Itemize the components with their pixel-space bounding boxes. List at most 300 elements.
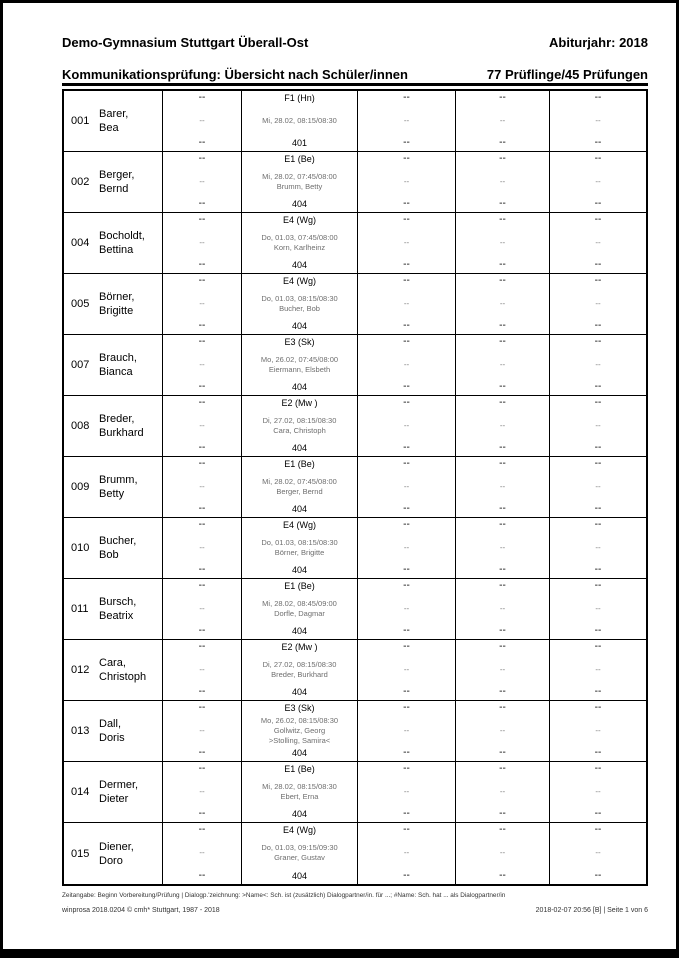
exam-slot-empty-4: [550, 579, 646, 639]
empty-marker: --: [199, 542, 205, 552]
student-cell: [64, 579, 163, 639]
empty-marker: --: [403, 153, 410, 164]
exam-subject: E4 (Wg): [282, 825, 316, 835]
student-name: [99, 840, 134, 868]
exam-slot-empty-1: [163, 213, 242, 273]
exam-room: 404: [291, 443, 308, 453]
exam-slot-empty-2: [358, 579, 456, 639]
empty-marker: --: [198, 824, 206, 835]
dialog-partner: Brumm, Betty: [276, 181, 323, 191]
student-firstname: Doro: [99, 854, 123, 867]
student-lastname: Brauch,: [99, 352, 137, 364]
empty-marker: --: [499, 702, 506, 713]
student-lastname: Cara,: [99, 657, 126, 669]
exam-subject: E3 (Sk): [284, 703, 315, 713]
empty-marker: --: [594, 519, 602, 530]
empty-marker: --: [198, 503, 206, 514]
table-row: [64, 274, 646, 335]
empty-marker: --: [403, 381, 410, 392]
exam-subject: E4 (Wg): [282, 276, 316, 286]
student-cell: [64, 640, 163, 700]
student-firstname: Doris: [99, 732, 125, 744]
exam-counts-label: 77 Prüflinge/45 Prüfungen: [486, 67, 648, 82]
empty-marker: --: [198, 747, 206, 758]
empty-marker: --: [403, 420, 410, 430]
student-cell: [64, 823, 163, 884]
dialog-partner: Bucher, Bob: [279, 303, 320, 313]
exam-details: [262, 782, 337, 802]
exam-datetime: Mi, 28.02, 08:45/09:00: [262, 598, 337, 608]
student-number: 005: [71, 298, 90, 310]
results-table: [62, 89, 648, 886]
dialog-partner: Eiermann, Elsbeth: [268, 364, 331, 374]
student-name: [99, 290, 134, 318]
report-title-row: [62, 67, 648, 82]
abitur-year-label: Abiturjahr: 2018: [549, 35, 648, 50]
table-row: [64, 396, 646, 457]
empty-marker: --: [499, 686, 506, 697]
empty-marker: --: [198, 275, 206, 286]
exam-room: 404: [291, 565, 308, 575]
empty-marker: --: [594, 564, 602, 575]
empty-marker: --: [595, 420, 601, 430]
exam-slot-empty-4: [550, 701, 646, 761]
exam-slot-empty-1: [163, 274, 242, 334]
exam-slot-empty-3: [456, 762, 550, 822]
dialog-partner: >Stolling, Samira<: [268, 735, 331, 745]
empty-marker: --: [499, 137, 506, 148]
empty-marker: --: [403, 686, 410, 697]
empty-marker: --: [198, 702, 206, 713]
empty-marker: --: [595, 481, 601, 491]
empty-marker: --: [403, 564, 410, 575]
exam-slot: [242, 91, 358, 151]
student-cell: [64, 91, 163, 151]
student-name: [99, 778, 138, 806]
exam-slot-empty-1: [163, 335, 242, 395]
exam-room: 404: [291, 626, 308, 636]
student-firstname: Bianca: [99, 366, 133, 378]
empty-marker: --: [403, 92, 410, 103]
exam-subject: E2 (Mw ): [281, 398, 318, 408]
exam-room: 404: [291, 321, 308, 331]
exam-details: [261, 716, 338, 746]
empty-marker: --: [594, 137, 602, 148]
empty-marker: --: [594, 824, 602, 835]
exam-slot-empty-3: [456, 274, 550, 334]
student-name: [99, 595, 136, 623]
legend-footnote: Zeitangabe: Beginn Vorbereitung/Prüfung | Dialogp.'zeichnung: >Name<: Sch. ist (zusätzlich) Dialogpartner/in. für ...; #Name: Sch. hat ... als Dialogpartner/in: [62, 892, 506, 899]
empty-marker: --: [499, 298, 506, 308]
empty-marker: --: [499, 176, 506, 186]
exam-slot: [242, 518, 358, 578]
empty-marker: --: [594, 580, 602, 591]
empty-marker: --: [199, 420, 205, 430]
student-number: 015: [71, 847, 90, 860]
student-lastname: Brumm,: [99, 474, 138, 486]
exam-slot-empty-4: [550, 640, 646, 700]
student-number: 004: [71, 237, 90, 249]
dialog-partner: Graner, Gustav: [274, 853, 325, 862]
empty-marker: --: [403, 786, 410, 796]
empty-marker: --: [198, 336, 206, 347]
exam-details: [261, 233, 337, 253]
exam-details: [261, 538, 337, 558]
exam-subject: E4 (Wg): [282, 215, 316, 225]
empty-marker: --: [499, 442, 506, 453]
exam-slot-empty-4: [550, 152, 646, 212]
exam-subject: E1 (Be): [284, 581, 315, 591]
empty-marker: --: [595, 359, 601, 369]
exam-slot-empty-1: [163, 396, 242, 456]
empty-marker: --: [403, 702, 410, 713]
empty-marker: --: [199, 603, 205, 613]
exam-datetime: Do, 01.03, 07:45/08:00: [261, 232, 338, 242]
empty-marker: --: [198, 580, 206, 591]
exam-room: 404: [291, 809, 308, 819]
empty-marker: --: [499, 725, 506, 735]
empty-marker: --: [499, 542, 506, 552]
exam-slot-empty-2: [358, 762, 456, 822]
empty-marker: --: [594, 458, 602, 469]
exam-room: 404: [291, 687, 308, 697]
exam-slot-empty-1: [163, 152, 242, 212]
empty-marker: --: [594, 808, 602, 819]
exam-datetime: Do, 01.03, 08:15/08:30: [261, 537, 338, 547]
empty-marker: --: [595, 664, 601, 674]
student-firstname: Brigitte: [99, 305, 134, 317]
empty-marker: --: [595, 237, 601, 247]
table-row: [64, 457, 646, 518]
empty-marker: --: [403, 664, 410, 674]
exam-datetime: Do, 01.03, 08:15/08:30: [261, 293, 338, 303]
student-firstname: Christoph: [99, 671, 147, 683]
empty-marker: --: [499, 275, 506, 286]
exam-room: 404: [291, 504, 308, 514]
student-firstname: Dieter: [99, 793, 129, 805]
exam-slot: [242, 396, 358, 456]
exam-slot-empty-1: [163, 457, 242, 517]
title-underline: [62, 83, 648, 86]
empty-marker: --: [403, 115, 410, 125]
dialog-partner: Ebert, Erna: [280, 791, 319, 801]
empty-marker: --: [499, 237, 506, 247]
exam-slot-empty-3: [456, 152, 550, 212]
empty-marker: --: [403, 359, 410, 369]
empty-marker: --: [403, 481, 410, 491]
student-firstname: Beatrix: [99, 610, 134, 622]
exam-slot-empty-3: [456, 640, 550, 700]
empty-marker: --: [198, 808, 206, 819]
exam-slot-empty-2: [358, 457, 456, 517]
exam-details: [263, 416, 337, 436]
empty-marker: --: [198, 259, 206, 270]
exam-slot-empty-4: [550, 213, 646, 273]
empty-marker: --: [403, 542, 410, 552]
empty-marker: --: [499, 747, 506, 758]
exam-details: [261, 843, 337, 863]
empty-marker: --: [499, 259, 506, 270]
student-name: [99, 717, 125, 745]
student-name: [99, 351, 137, 379]
table-row: [64, 823, 646, 884]
exam-slot: [242, 823, 358, 884]
exam-slot-empty-2: [358, 213, 456, 273]
empty-marker: --: [595, 603, 601, 613]
empty-marker: --: [403, 824, 410, 835]
student-number: 001: [71, 115, 90, 127]
empty-marker: --: [594, 259, 602, 270]
page-header: [62, 35, 648, 50]
empty-marker: --: [199, 786, 205, 796]
empty-marker: --: [595, 542, 601, 552]
exam-slot-empty-1: [163, 518, 242, 578]
empty-marker: --: [199, 359, 205, 369]
exam-slot: [242, 335, 358, 395]
empty-marker: --: [403, 725, 410, 735]
empty-marker: --: [403, 176, 410, 186]
student-number: 013: [71, 725, 90, 737]
empty-marker: --: [198, 320, 206, 331]
student-name: [99, 534, 136, 562]
student-cell: [64, 701, 163, 761]
student-lastname: Berger,: [99, 169, 135, 181]
student-cell: [64, 457, 163, 517]
table-row: [64, 640, 646, 701]
empty-marker: --: [403, 848, 410, 857]
exam-slot-empty-3: [456, 396, 550, 456]
exam-datetime: Mi, 28.02, 07:45/08:00: [262, 171, 337, 181]
empty-marker: --: [499, 381, 506, 392]
exam-slot-empty-2: [358, 396, 456, 456]
student-lastname: Bucher,: [99, 535, 137, 547]
empty-marker: --: [198, 625, 206, 636]
table-row: [64, 579, 646, 640]
empty-marker: --: [594, 641, 602, 652]
dialog-partner: Berger, Bernd: [276, 486, 323, 496]
exam-datetime: Do, 01.03, 09:15/09:30: [261, 843, 338, 852]
student-firstname: Bea: [99, 122, 119, 134]
empty-marker: --: [199, 725, 205, 735]
empty-marker: --: [594, 503, 602, 514]
exam-datetime: Mi, 28.02, 08:15/08:30: [262, 115, 337, 125]
exam-slot-empty-4: [550, 457, 646, 517]
exam-slot-empty-1: [163, 823, 242, 884]
student-firstname: Bernd: [99, 183, 129, 195]
exam-datetime: Di, 27.02, 08:15/08:30: [262, 415, 337, 425]
empty-marker: --: [499, 214, 506, 225]
empty-marker: --: [403, 275, 410, 286]
exam-slot-empty-3: [456, 579, 550, 639]
student-cell: [64, 762, 163, 822]
exam-slot: [242, 457, 358, 517]
empty-marker: --: [198, 686, 206, 697]
student-lastname: Dall,: [99, 718, 122, 730]
empty-marker: --: [499, 625, 506, 636]
exam-subject: E4 (Wg): [282, 520, 316, 530]
exam-slot-empty-2: [358, 335, 456, 395]
empty-marker: --: [403, 603, 410, 613]
exam-room: 404: [291, 199, 308, 209]
exam-details: [262, 477, 337, 497]
timestamp-page-label: 2018-02-07 20:56 [B] | Seite 1 von 6: [535, 907, 648, 914]
empty-marker: --: [198, 214, 206, 225]
exam-slot-empty-3: [456, 335, 550, 395]
empty-marker: --: [594, 747, 602, 758]
student-name: [99, 473, 138, 501]
empty-marker: --: [594, 702, 602, 713]
exam-slot: [242, 640, 358, 700]
empty-marker: --: [199, 481, 205, 491]
exam-subject: E1 (Be): [284, 764, 315, 774]
table-row: [64, 152, 646, 213]
empty-marker: --: [499, 336, 506, 347]
exam-subject: F1 (Hn): [284, 93, 315, 103]
empty-marker: --: [595, 786, 601, 796]
empty-marker: --: [198, 137, 206, 148]
student-cell: [64, 335, 163, 395]
empty-marker: --: [403, 870, 410, 881]
student-lastname: Barer,: [99, 108, 129, 120]
empty-marker: --: [594, 763, 602, 774]
empty-marker: --: [499, 420, 506, 430]
exam-slot-empty-4: [550, 823, 646, 884]
empty-marker: --: [403, 458, 410, 469]
exam-datetime: Mo, 26.02, 08:15/08:30: [260, 715, 339, 725]
exam-slot-empty-4: [550, 335, 646, 395]
empty-marker: --: [499, 848, 506, 857]
student-firstname: Betty: [99, 488, 125, 500]
empty-marker: --: [594, 442, 602, 453]
empty-marker: --: [403, 198, 410, 209]
student-name: [99, 229, 145, 257]
empty-marker: --: [499, 397, 506, 408]
student-cell: [64, 213, 163, 273]
empty-marker: --: [403, 336, 410, 347]
student-number: 010: [71, 542, 90, 554]
student-name: [99, 412, 144, 440]
empty-marker: --: [403, 397, 410, 408]
exam-room: 401: [291, 138, 308, 148]
empty-marker: --: [403, 519, 410, 530]
empty-marker: --: [499, 786, 506, 796]
exam-slot: [242, 274, 358, 334]
empty-marker: --: [499, 519, 506, 530]
empty-marker: --: [403, 298, 410, 308]
exam-slot-empty-3: [456, 457, 550, 517]
empty-marker: --: [499, 564, 506, 575]
exam-slot-empty-2: [358, 823, 456, 884]
student-lastname: Bursch,: [99, 596, 137, 608]
empty-marker: --: [499, 153, 506, 164]
exam-datetime: Mo, 26.02, 07:45/08:00: [260, 354, 339, 364]
exam-datetime: Mi, 28.02, 07:45/08:00: [262, 476, 337, 486]
empty-marker: --: [499, 664, 506, 674]
exam-datetime: Mi, 28.02, 08:15/08:30: [262, 781, 337, 791]
student-name: [99, 656, 146, 684]
empty-marker: --: [198, 564, 206, 575]
exam-slot-empty-3: [456, 823, 550, 884]
empty-marker: --: [403, 503, 410, 514]
empty-marker: --: [594, 397, 602, 408]
report-title: Kommunikationsprüfung: Übersicht nach Schüler/innen: [62, 67, 408, 82]
exam-subject: E2 (Mw ): [281, 642, 318, 652]
exam-slot-empty-4: [550, 518, 646, 578]
exam-datetime: Di, 27.02, 08:15/08:30: [262, 659, 337, 669]
empty-marker: --: [403, 320, 410, 331]
table-row: [64, 335, 646, 396]
exam-details: [262, 599, 337, 619]
exam-slot-empty-1: [163, 701, 242, 761]
empty-marker: --: [198, 153, 206, 164]
student-number: 008: [71, 420, 90, 432]
exam-slot-empty-4: [550, 274, 646, 334]
empty-marker: --: [499, 808, 506, 819]
empty-marker: --: [199, 664, 205, 674]
empty-marker: --: [594, 320, 602, 331]
empty-marker: --: [595, 176, 601, 186]
student-lastname: Breder,: [99, 413, 135, 425]
student-cell: [64, 396, 163, 456]
dialog-partner: Börner, Brigitte: [274, 547, 325, 557]
empty-marker: --: [403, 625, 410, 636]
empty-marker: --: [594, 198, 602, 209]
student-number: 009: [71, 481, 90, 493]
student-number: 012: [71, 664, 90, 676]
dialog-partner: Gollwitz, Georg: [273, 725, 326, 735]
empty-marker: --: [198, 519, 206, 530]
exam-room: 404: [291, 748, 308, 758]
empty-marker: --: [199, 237, 205, 247]
exam-slot-empty-3: [456, 213, 550, 273]
student-number: 011: [71, 603, 89, 615]
empty-marker: --: [594, 214, 602, 225]
student-cell: [64, 152, 163, 212]
exam-slot: [242, 701, 358, 761]
exam-slot-empty-1: [163, 91, 242, 151]
empty-marker: --: [403, 763, 410, 774]
exam-slot-empty-1: [163, 579, 242, 639]
dialog-partner: Cara, Christoph: [273, 425, 326, 435]
empty-marker: --: [595, 848, 601, 857]
table-row: [64, 518, 646, 579]
empty-marker: --: [594, 336, 602, 347]
empty-marker: --: [499, 824, 506, 835]
exam-slot-empty-4: [550, 396, 646, 456]
empty-marker: --: [499, 603, 506, 613]
empty-marker: --: [499, 198, 506, 209]
table-row: [64, 701, 646, 762]
empty-marker: --: [499, 92, 506, 103]
empty-marker: --: [198, 92, 206, 103]
exam-slot-empty-1: [163, 762, 242, 822]
exam-room: 404: [291, 871, 308, 881]
student-lastname: Dermer,: [99, 779, 139, 791]
empty-marker: --: [594, 153, 602, 164]
empty-marker: --: [499, 458, 506, 469]
empty-marker: --: [199, 176, 205, 186]
student-name: [99, 168, 134, 196]
empty-marker: --: [499, 641, 506, 652]
exam-details: [261, 355, 338, 375]
student-cell: [64, 518, 163, 578]
empty-marker: --: [499, 870, 506, 881]
empty-marker: --: [499, 580, 506, 591]
exam-slot-empty-2: [358, 152, 456, 212]
empty-marker: --: [199, 848, 205, 857]
exam-slot: [242, 579, 358, 639]
empty-marker: --: [198, 763, 206, 774]
